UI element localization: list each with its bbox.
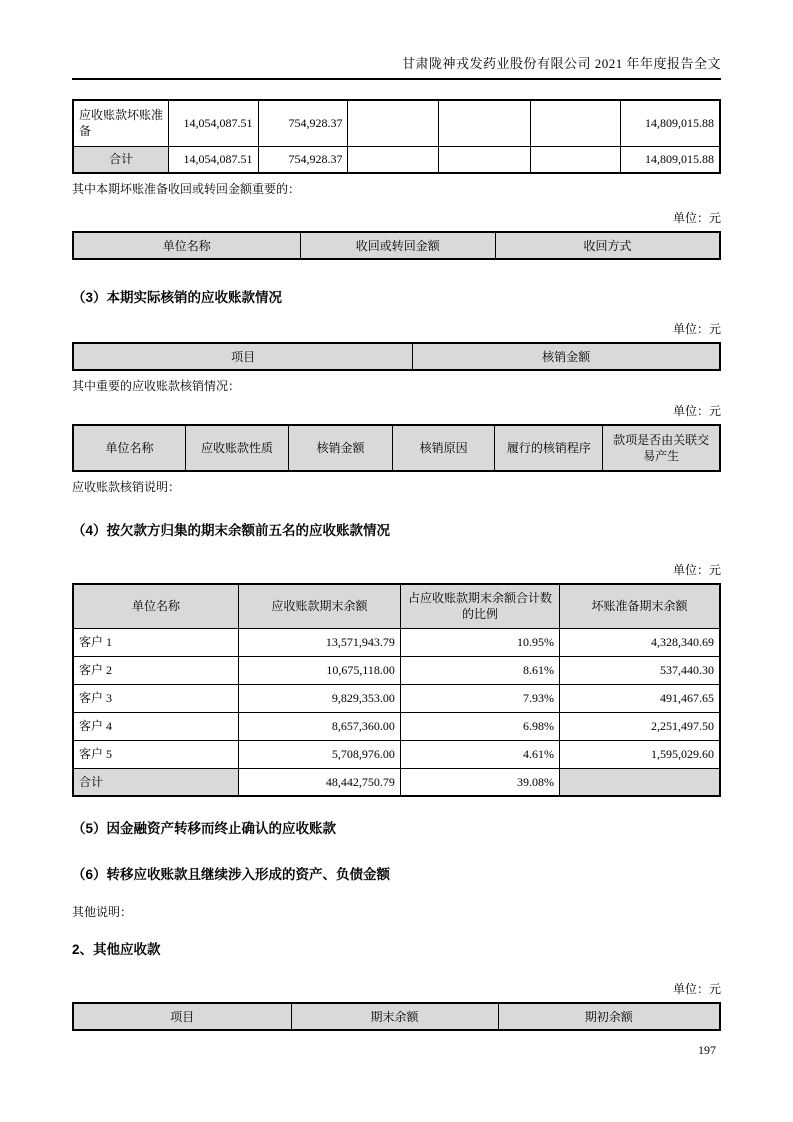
- note-recovery: 其中本期坏账准备收回或转回金额重要的：: [72, 182, 301, 196]
- table-header-row: [73, 425, 720, 471]
- page-number: 197: [698, 1043, 716, 1057]
- table-cell: 39.08%: [400, 768, 559, 796]
- unit-label: 单位：元: [672, 211, 721, 225]
- table-cell: 客户 5: [73, 740, 239, 768]
- top5-receivables-table: [72, 583, 721, 797]
- table-row: [73, 100, 720, 146]
- table-row: [73, 712, 720, 740]
- important-writeoff-table: [72, 424, 721, 472]
- table-header-cell: 占应收账款期末余额合计数的比例: [400, 584, 559, 628]
- table-cell: 合计: [73, 146, 169, 173]
- table-cell: [348, 100, 439, 146]
- table-row: [73, 684, 720, 712]
- table-header-cell: 履行的核销程序: [495, 425, 603, 471]
- table-header-row: [73, 343, 720, 370]
- table-cell: 754,928.37: [258, 146, 348, 173]
- report-title: 甘肃陇神戎发药业股份有限公司 2021 年年度报告全文: [401, 56, 721, 71]
- table-header-row: [73, 232, 720, 259]
- table-header-cell: 款项是否由关联交易产生: [603, 425, 720, 471]
- unit-label: 单位：元: [672, 982, 721, 996]
- table-header-cell: 期末余额: [291, 1003, 498, 1030]
- table-cell: 10,675,118.00: [239, 656, 401, 684]
- table-cell: 合计: [73, 768, 239, 796]
- table-row: [73, 656, 720, 684]
- table-row-total: [73, 768, 720, 796]
- section-heading-3: （3）本期实际核销的应收账款情况: [72, 290, 283, 305]
- note-writeoff-desc: 应收账款核销说明：: [72, 480, 181, 494]
- table-row: [73, 740, 720, 768]
- table-cell: [439, 146, 531, 173]
- table-cell: 应收账款坏账准备: [73, 100, 169, 146]
- table-cell: 491,467.65: [560, 684, 720, 712]
- table-cell: 13,571,943.79: [239, 628, 401, 656]
- unit-label: 单位：元: [672, 404, 721, 418]
- table-cell: 客户 1: [73, 628, 239, 656]
- table-cell: [560, 768, 720, 796]
- table-header-cell: 期初余额: [498, 1003, 720, 1030]
- table-cell: [348, 146, 439, 173]
- table-cell: 10.95%: [400, 628, 559, 656]
- table-header-cell: 项目: [73, 1003, 291, 1030]
- table-cell: 14,054,087.51: [169, 146, 258, 173]
- page-header: [72, 0, 721, 80]
- unit-label: 单位：元: [672, 322, 721, 336]
- table-cell: 14,809,015.88: [620, 146, 720, 173]
- table-cell: [530, 100, 620, 146]
- writeoff-table: [72, 342, 721, 371]
- table-cell: 8,657,360.00: [239, 712, 401, 740]
- table-cell: 14,809,015.88: [620, 100, 720, 146]
- table-row: [73, 628, 720, 656]
- table-header-row: [73, 584, 720, 628]
- table-header-cell: 单位名称: [73, 584, 239, 628]
- section-heading-other-receivables: 2、其他应收款: [72, 942, 161, 957]
- table-header-cell: 核销原因: [393, 425, 495, 471]
- table-cell: 754,928.37: [258, 100, 348, 146]
- section-heading-6: （6）转移应收账款且继续涉入形成的资产、负债金额: [72, 867, 391, 882]
- table-cell: 4.61%: [400, 740, 559, 768]
- section-heading-5: （5）因金融资产转移而终止确认的应收账款: [72, 821, 337, 836]
- table-cell: 2,251,497.50: [560, 712, 720, 740]
- table-header-cell: 收回方式: [495, 232, 720, 259]
- bad-debt-provision-table: [72, 99, 721, 174]
- table-header-cell: 核销金额: [413, 343, 720, 370]
- table-header-cell: 坏账准备期末余额: [560, 584, 720, 628]
- table-cell: 7.93%: [400, 684, 559, 712]
- table-cell: [439, 100, 531, 146]
- table-cell: 5,708,976.00: [239, 740, 401, 768]
- table-cell: 8.61%: [400, 656, 559, 684]
- table-cell: 客户 3: [73, 684, 239, 712]
- other-receivables-table: [72, 1002, 721, 1031]
- table-header-row: [73, 1003, 720, 1030]
- note-other: 其他说明：: [72, 905, 133, 919]
- table-cell: [530, 146, 620, 173]
- note-important-writeoff: 其中重要的应收账款核销情况：: [72, 379, 241, 393]
- table-row-total: [73, 146, 720, 173]
- table-cell: 537,440.30: [560, 656, 720, 684]
- table-header-cell: 项目: [73, 343, 413, 370]
- table-header-cell: 应收账款性质: [186, 425, 289, 471]
- table-header-cell: 单位名称: [73, 232, 300, 259]
- table-header-cell: 应收账款期末余额: [239, 584, 401, 628]
- recovery-table: [72, 231, 721, 260]
- table-cell: 客户 2: [73, 656, 239, 684]
- table-cell: 客户 4: [73, 712, 239, 740]
- table-cell: 4,328,340.69: [560, 628, 720, 656]
- table-header-cell: 核销金额: [288, 425, 392, 471]
- table-cell: 1,595,029.60: [560, 740, 720, 768]
- table-cell: 14,054,087.51: [169, 100, 258, 146]
- table-cell: 48,442,750.79: [239, 768, 401, 796]
- unit-label: 单位：元: [672, 563, 721, 577]
- table-cell: 9,829,353.00: [239, 684, 401, 712]
- section-heading-4: （4）按欠款方归集的期末余额前五名的应收账款情况: [72, 523, 391, 538]
- table-header-cell: 收回或转回金额: [300, 232, 495, 259]
- table-cell: 6.98%: [400, 712, 559, 740]
- table-header-cell: 单位名称: [73, 425, 186, 471]
